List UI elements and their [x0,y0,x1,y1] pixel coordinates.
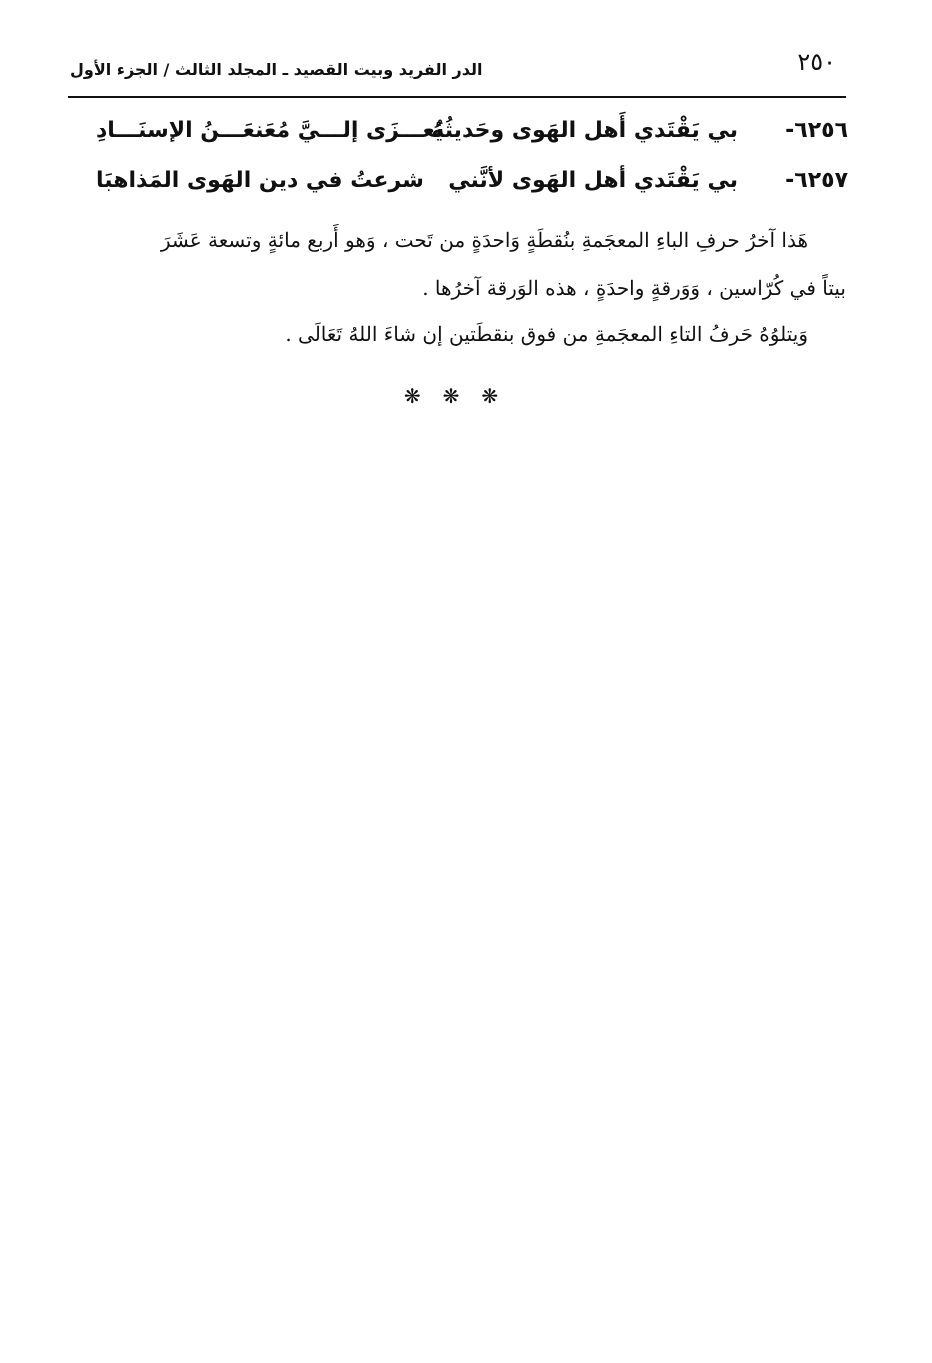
verse-second-hemistich: شرعتُ في دين الهَوى المَذاهبَا [96,168,424,193]
closing-note-line-3: وَيتلوُهُ حَرفُ التاءِ المعجَمةِ من فوق بنقطَتين إن شاءَ اللهُ تَعَالَى . [285,322,808,346]
verse-first-hemistich: بي يَقْتَدي أهل الهَوى لأنَّني [448,168,738,193]
verse-first-hemistich: بي يَقْتَدي أَهل الهَوى وحَديثُهُ [431,118,738,143]
verse-number: ٦٢٥٧- [785,168,848,193]
page-header [68,48,850,88]
verse-second-hemistich: يُعـــزَى إلـــيَّ مُعَنعَـــنُ الإسنَـــادِ [96,118,444,143]
closing-note-line-1: هَذا آخرُ حرفِ الباءِ المعجَمةِ بنُقطَةٍ وَاحدَةٍ من تَحت ، وَهو أَربع مائةٍ وتسعة عَشَرَ [160,228,808,252]
closing-note-line-2: بيتاً في كُرّاسين ، وَوَرقةٍ واحدَةٍ ، هذه الوَرقة آخرُها . [422,276,846,300]
section-end-ornament: ❋❋❋ [403,384,521,408]
verse-6257 [96,168,848,208]
page-number: ٢٥٠ [797,48,836,76]
running-head: الدر الفريد وبيت القصيد ـ المجلد الثالث / الجزء الأول [70,60,483,79]
verse-number: ٦٢٥٦- [785,118,848,143]
verse-6256 [96,118,848,158]
header-rule [68,96,846,98]
